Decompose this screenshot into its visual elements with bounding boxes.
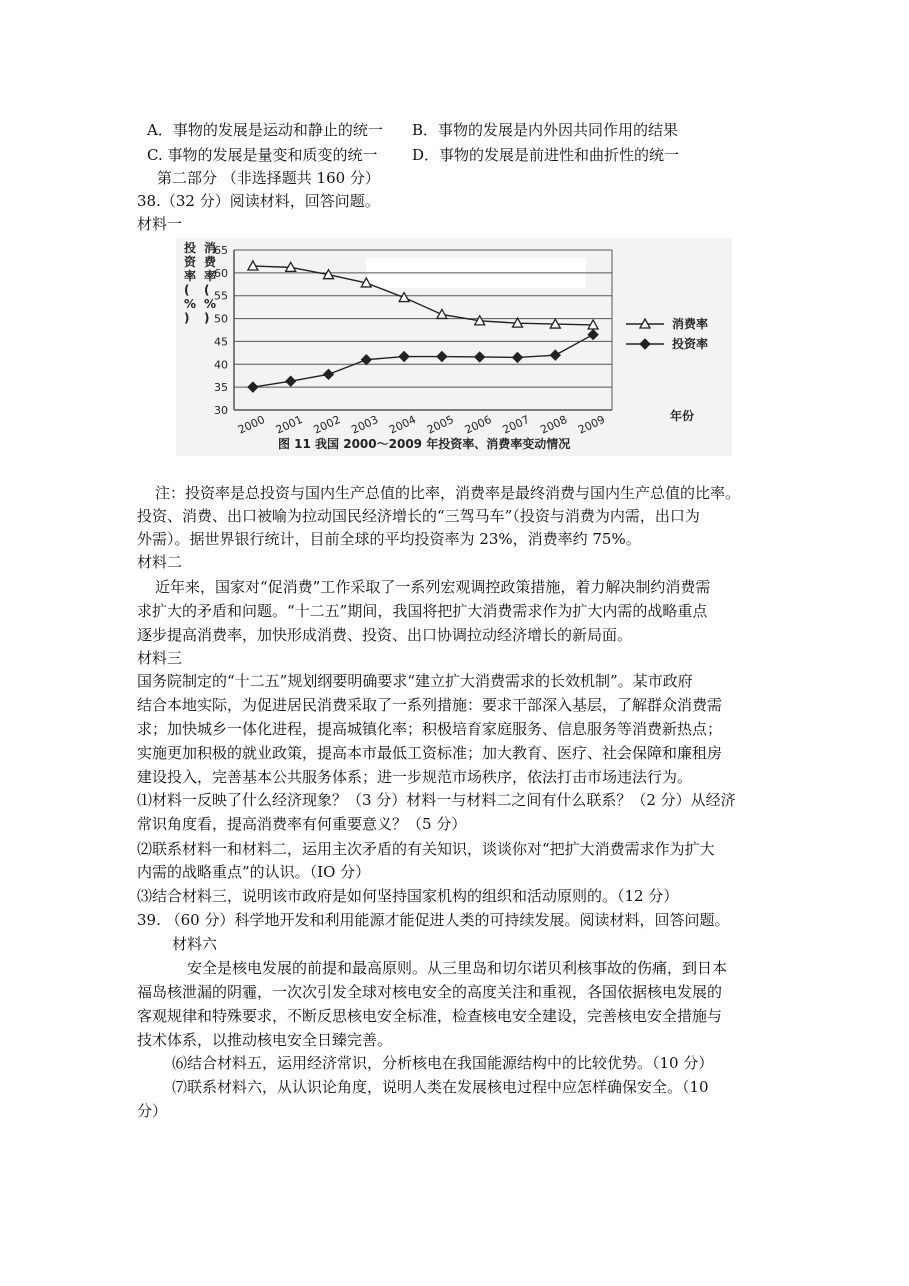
material3-line-5: 建设投入，完善基本公共服务体系；进一步规范市场秩序，依法打击市场违法行为。 <box>137 768 693 786</box>
q38-question-2b: 内需的战略重点”的认识。（IO 分） <box>137 863 371 881</box>
option-b: B．事物的发展是内外因共同作用的结果 <box>412 121 679 139</box>
x-tick-label: 2002 <box>311 413 343 437</box>
y-label-right: 消费率( % ) <box>204 241 217 325</box>
y-tick-label: 50 <box>214 312 228 326</box>
material3-line-2: 结合本地实际，为促进居民消费采取了一系列措施：要求干部深入基层，了解群众消费需 <box>137 696 723 714</box>
x-tick-label: 2001 <box>273 413 305 437</box>
x-axis-label: 年份 <box>670 409 695 423</box>
q38-intro: 38.（32 分）阅读材料，回答问题。 <box>137 192 380 210</box>
legend-label-1: 投资率 <box>672 337 709 351</box>
q39-question-6: ⑹结合材料五，运用经济常识，分析核电在我国能源结构中的比较优势。（10 分） <box>172 1054 714 1072</box>
material6-label: 材料六 <box>172 935 218 953</box>
material2-line-1: 近年来，国家对“促消费”工作采取了一系列宏观调控政策措施，着力解决制约消费需 <box>155 578 711 596</box>
line-chart <box>176 238 732 456</box>
x-tick-label: 2006 <box>462 413 494 437</box>
material6-line-1: 安全是核电发展的前提和最高原则。从三里岛和切尔诺贝利核事故的伤痛，到日本 <box>187 959 728 977</box>
option-a: A．事物的发展是运动和静止的统一 <box>147 121 383 139</box>
material2-line-2: 求扩大的矛盾和问题。“十二五”期间，我国将把扩大消费需求作为扩大内需的战略重点 <box>137 602 708 620</box>
chart-caption: 图 11 我国 2000～2009 年投资率、消费率变动情况 <box>278 437 571 451</box>
y-tick-label: 40 <box>214 358 228 372</box>
x-tick-label: 2003 <box>349 413 381 437</box>
material3-line-1: 国务院制定的“十二五”规划纲要明确要求“建立扩大消费需求的长效机制”。某市政府 <box>137 672 693 690</box>
material6-line-4: 技术体系，以推动核电安全日臻完善。 <box>137 1031 393 1049</box>
material2-label: 材料二 <box>137 553 183 571</box>
note-line-2: 投资、消费、出口被喻为拉动国民经济增长的“三驾马车”（投资与消费为内需，出口为 <box>137 507 700 525</box>
note-line-1: 注：投资率是总投资与国内生产总值的比率，消费率是最终消费与国内生产总值的比率。 <box>155 484 741 502</box>
note-line-3: 外需）。据世界银行统计，目前全球的平均投资率为 23%，消费率约 75%。 <box>137 530 641 548</box>
q38-question-1a: ⑴材料一反映了什么经济现象？（3 分）材料一与材料二之间有什么联系？（2 分）从经济 <box>137 791 736 809</box>
material3-label: 材料三 <box>137 649 183 667</box>
y-tick-label: 65 <box>214 244 228 257</box>
y-tick-label: 55 <box>214 289 228 303</box>
x-tick-label: 2009 <box>576 413 608 437</box>
y-tick-label: 35 <box>214 381 228 395</box>
legend-label-0: 消费率 <box>672 317 709 331</box>
x-tick-label: 2004 <box>387 413 419 437</box>
q39-question-7a: ⑺联系材料六，从认识论角度，说明人类在发展核电过程中应怎样确保安全。（10 <box>172 1078 709 1096</box>
q38-question-2a: ⑵联系材料一和材料二，运用主次矛盾的有关知识，谈谈你对“把扩大消费需求作为扩大 <box>137 840 715 858</box>
y-tick-label: 45 <box>214 335 228 349</box>
x-tick-label: 2008 <box>538 413 570 437</box>
material6-line-2: 福岛核泄漏的阴霾，一次次引发全球对核电安全的高度关注和重视，各国依据核电发展的 <box>137 983 723 1001</box>
material3-line-4: 实施更加积极的就业政策，提高本市最低工资标准；加大教育、医疗、社会保障和廉租房 <box>137 744 723 762</box>
option-d: D．事物的发展是前进性和曲折性的统一 <box>412 146 680 164</box>
y-tick-label: 30 <box>214 404 228 417</box>
x-tick-label: 2007 <box>500 413 532 437</box>
q38-question-1b: 常识角度看，提高消费率有何重要意义？（5 分） <box>137 815 467 833</box>
x-tick-label: 2005 <box>424 413 456 437</box>
material1-label: 材料一 <box>137 215 183 233</box>
q38-question-3: ⑶结合材料三，说明该市政府是如何坚持国家机构的组织和活动原则的。（12 分） <box>137 887 679 905</box>
material2-line-3: 逐步提高消费率，加快形成消费、投资、出口协调拉动经济增长的新局面。 <box>137 626 633 644</box>
part2-heading: 第二部分 （非选择题共 160 分） <box>157 169 380 187</box>
y-tick-label: 60 <box>214 266 228 280</box>
material3-line-3: 求；加快城乡一体化进程，提高城镇化率；积极培育家庭服务、信息服务等消费新热点； <box>137 720 723 738</box>
q39-intro: 39. （60 分）科学地开发和利用能源才能促进人类的可持续发展。阅读材料，回答问题。 <box>137 911 730 929</box>
y-label-left: 投资率( % ) <box>184 241 197 325</box>
x-tick-label: 2000 <box>235 413 267 437</box>
q39-question-7b: 分） <box>137 1102 168 1120</box>
option-c: C. 事物的发展是量变和质变的统一 <box>147 146 378 164</box>
material6-line-3: 客观规律和特殊要求，不断反思核电安全标准，检查核电安全建设，完善核电安全措施与 <box>137 1007 723 1025</box>
